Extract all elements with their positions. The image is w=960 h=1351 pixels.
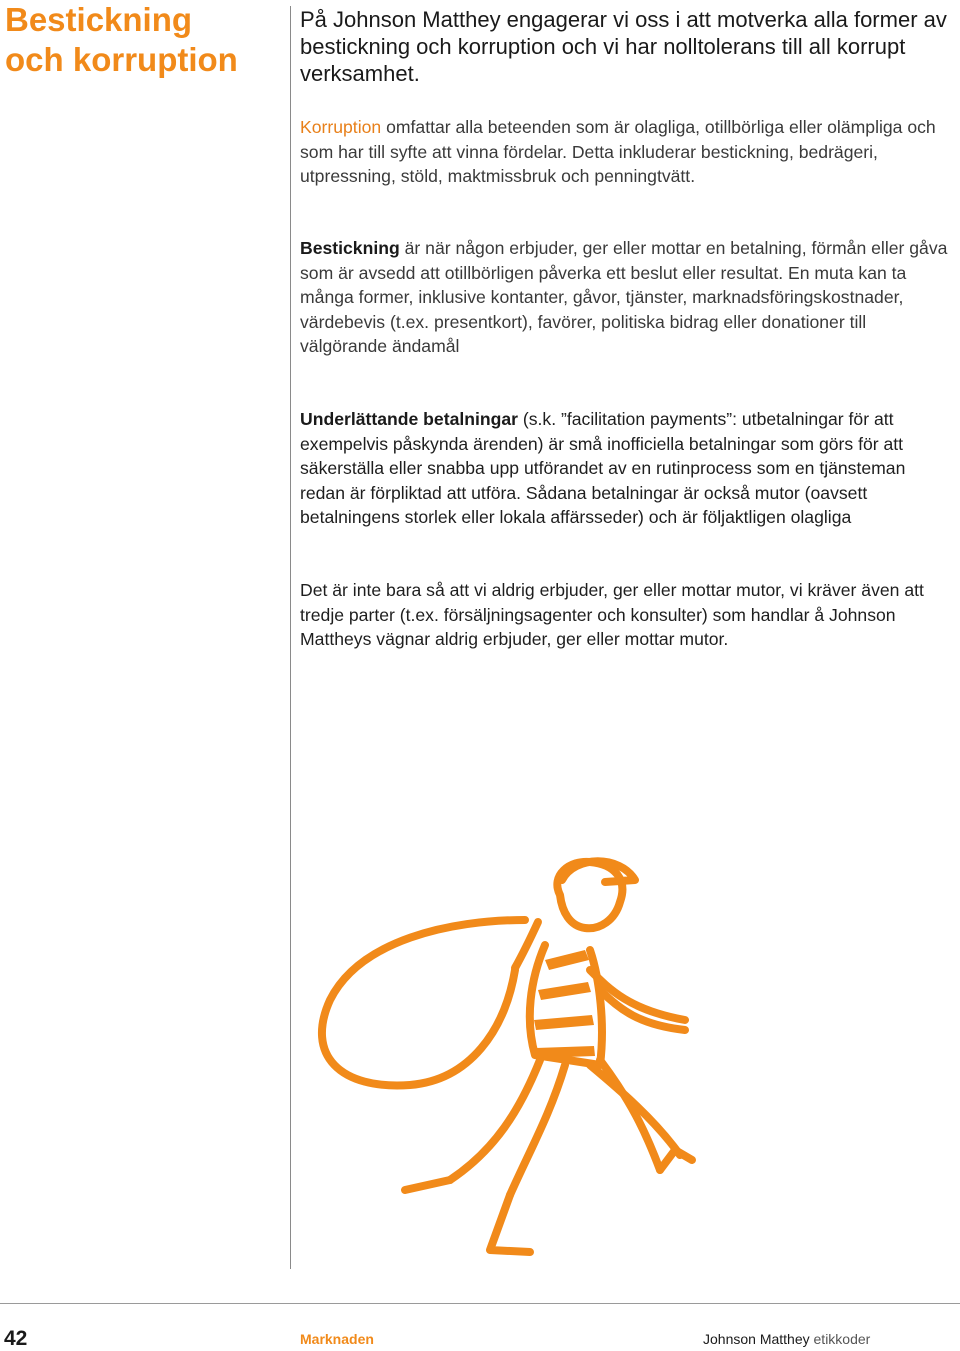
footer-brand	[703, 1331, 870, 1347]
page-number: 42	[4, 1327, 28, 1350]
closing-paragraph: Det är inte bara så att vi aldrig erbjuder, ger eller mottar mutor, vi kräver även att tredje parter (t.ex. försäljningsagenter och konsulter) som handlar å Johnson Mattheys vägnar aldrig erbjuder, ger eller mottar mutor.	[300, 580, 924, 649]
footer-section: Marknaden	[300, 1331, 374, 1347]
page-title-line-2: och korruption	[5, 41, 238, 78]
corruption-text: omfattar alla beteenden som är olagliga, otillbörliga eller olämpliga och som har till syfte att vinna fördelar. Detta inkluderar bestickning, bedrägeri, utpressning, stöld, maktmissbruk och penningtvätt.	[300, 117, 936, 186]
bribery-paragraph	[300, 236, 950, 359]
corruption-term: Korruption	[300, 117, 382, 137]
facilitation-term: Underlättande betalningar	[300, 409, 518, 429]
page-title-line-1: Bestickning	[5, 1, 193, 38]
corruption-paragraph	[300, 115, 950, 189]
intro-paragraph: På Johnson Matthey engagerar vi oss i att motverka alla former av bestickning och korruption och vi har nolltolerans till all korrupt verksamhet.	[300, 7, 947, 86]
vertical-divider	[290, 6, 291, 1269]
bribery-text: är när någon erbjuder, ger eller mottar en betalning, förmån eller gåva som är avsedd att otillbörligen påverka ett beslut eller resultat. En muta kan ta många former, inklusive kontanter, gåvor, tjänster, marknadsföringskostnader, värdebevis (t.ex. presentkort), favörer, politiska bidrag eller donationer till välgörande ändamål	[300, 238, 948, 356]
bribery-term: Bestickning	[300, 238, 400, 258]
footer-brand-suffix: etikkoder	[813, 1331, 871, 1347]
footer-brand-name: Johnson Matthey	[703, 1331, 810, 1347]
page-title	[5, 0, 275, 80]
facilitation-text: (s.k. ”facilitation payments”: utbetalningar för att exempelvis påskynda ärenden) är små inofficiella betalningar som görs för att säkerställa eller snabba upp utförandet av en rutinprocess som en tjänsteman redan är förpliktad att utföra. Sådana betalningar är också mutor (oavsett betalningens storlek eller lokala affärsseder) och är följaktligen olagliga	[300, 409, 906, 527]
footer-divider	[0, 1303, 960, 1304]
burglar-with-sack-icon	[300, 850, 720, 1270]
facilitation-paragraph	[300, 407, 950, 530]
